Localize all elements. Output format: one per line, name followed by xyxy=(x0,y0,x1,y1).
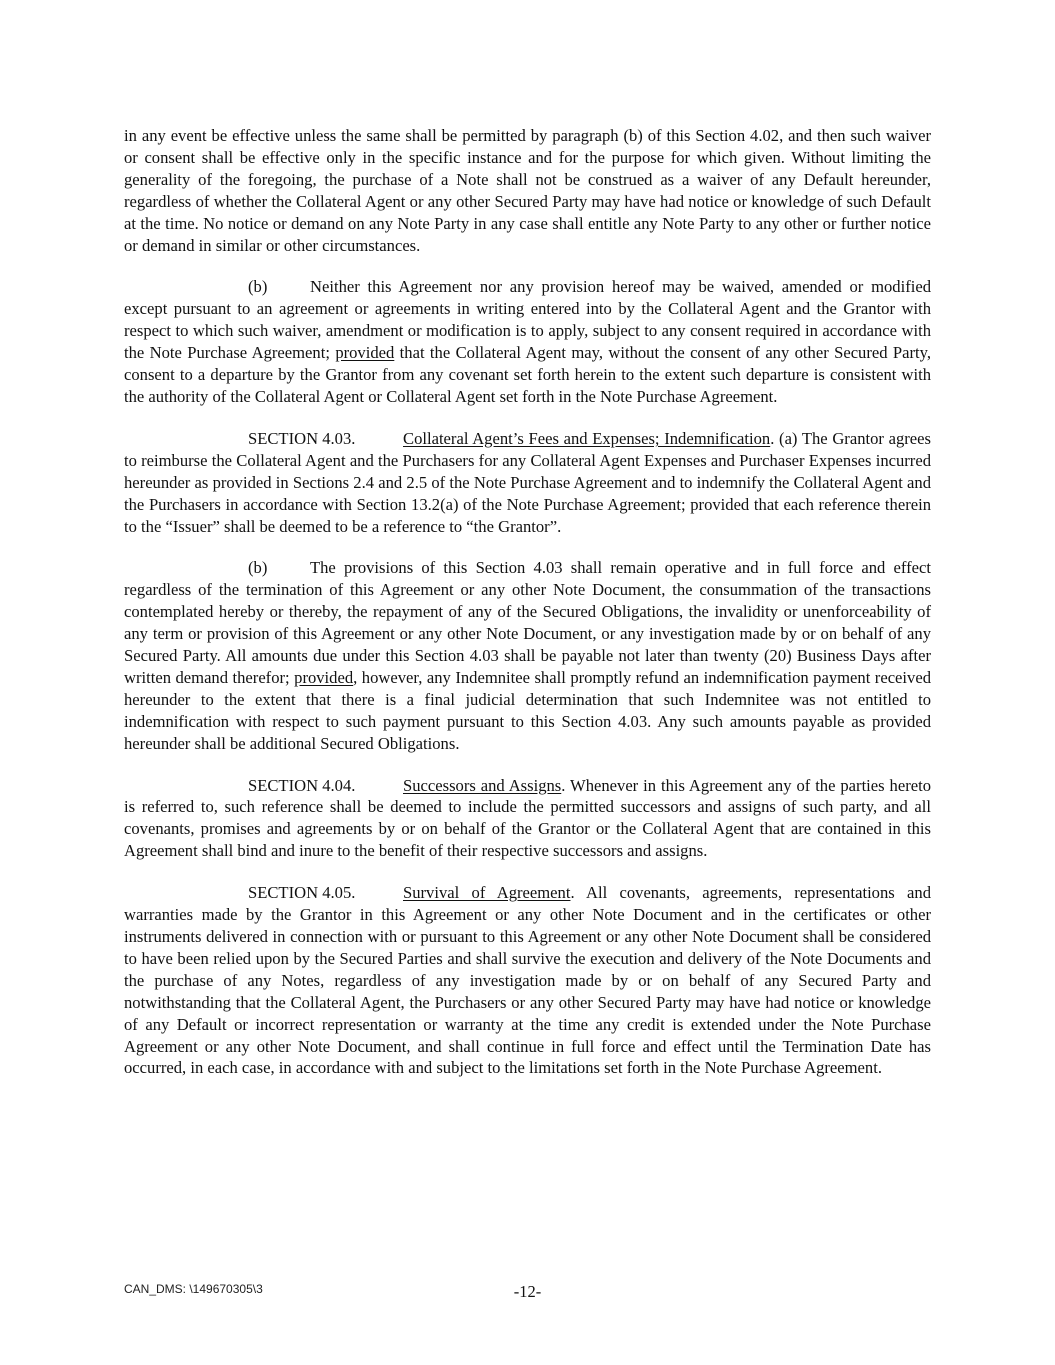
page-number: -12- xyxy=(513,1282,542,1301)
section-405 xyxy=(124,882,931,1079)
subsection-label: (b) xyxy=(248,277,268,297)
paragraph-text: , however, any Indemnitee shall promptly refund an indemnification payment received hereunder to the extent that there is a final judicial determination that such Indemnitee was not entitled to indemnification with respect to such payment pursuant to this Section 4.03. Any such amounts payable as provided hereunder shall be additional Secured Obligations. xyxy=(124,667,931,753)
provided-term: provided xyxy=(335,343,395,363)
document-body xyxy=(124,125,931,1099)
section-404 xyxy=(124,775,931,863)
section-heading: Successors and Assigns xyxy=(403,775,562,795)
section-heading: Collateral Agent’s Fees and Expenses; Indemnification xyxy=(403,428,771,448)
subsection-label: (b) xyxy=(248,558,268,578)
paragraph-text: Neither this Agreement nor any provision hereof may be waived, amended or modified except pursuant to an agreement or agreements in writing entered into by the Collateral Agent and the Grantor with respect to which such waiver, amendment or modification is to apply, subject to any consent required in accordance with the Note Purchase Agreement; xyxy=(124,277,931,363)
provided-term: provided xyxy=(294,667,354,687)
section-heading: Survival of Agreement xyxy=(403,883,571,903)
paragraph-text: The provisions of this Section 4.03 shall remain operative and in full force and effect regardless of the termination of this Agreement or any other Note Document, the consummation of the transactions contemplated hereby or thereby, the repayment of any of the Secured Obligations, the invalidity or unenforceability of any term or provision of this Agreement or any other Note Document, or any investigation made by or on behalf of any Secured Party. All amounts due under this Section 4.03 shall be payable not later than twenty (20) Business Days after written demand therefor; xyxy=(124,558,931,687)
section-text: . (a) The Grantor agrees to reimburse the Collateral Agent and the Purchasers for any Collateral Agent Expenses and Purchaser Expenses incurred hereunder as provided in Sections 2.4 and 2.5 of the Note Purchase Agreement and to indemnify the Collateral Agent and the Purchasers in accordance with Section 13.2(a) of the Note Purchase Agreement; provided that each reference therein to the “Issuer” shall be deemed to be a reference to “the Grantor”. xyxy=(124,428,931,536)
paragraph-continuation: in any event be effective unless the same shall be permitted by paragraph (b) of this Section 4.02, and then such waiver or consent shall be effective only in the specific instance and for the purpose for which given. Without limiting the generality of the foregoing, the purchase of a Note shall not be construed as a waiver of any Default hereunder, regardless of whether the Collateral Agent or any other Secured Party may have had notice or knowledge of such Default at the time. No notice or demand on any Note Party in any case shall entitle any Note Party to any other or further notice or demand in similar or other circumstances. xyxy=(124,126,931,255)
document-id: CAN_DMS: \149670305\3 xyxy=(124,1282,263,1296)
section-number: SECTION 4.04. xyxy=(248,775,356,795)
section-text: . All covenants, agreements, representations and warranties made by the Grantor in this Agreement or any other Note Document and in the certificates or other instruments delivered in connection with or pursuant to this Agreement or any other Note Document shall be considered to have been relied upon by the Secured Parties and shall survive the execution and delivery of the Note Documents and the purchase of any Notes, regardless of any investigation made by or on behalf of any Secured Party and notwithstanding that the Collateral Agent, the Purchasers or any other Secured Party may have had notice or knowledge of any Default or incorrect representation or warranty at the time any credit is extended under the Note Purchase Agreement or any other Note Document, and shall continue in full force and effect until the Termination Date has occurred, in each case, in accordance with and subject to the limitations set forth in the Note Purchase Agreement. xyxy=(124,883,931,1078)
section-number: SECTION 4.05. xyxy=(248,883,356,903)
section-number: SECTION 4.03. xyxy=(248,428,356,448)
section-403 xyxy=(124,428,931,538)
paragraph-403b xyxy=(124,557,931,754)
paragraph-text: that the Collateral Agent may, without the consent of any other Secured Party, consent to a departure by the Grantor from any covenant set forth herein to the extent such departure is consistent with the authority of the Collateral Agent or Collateral Agent set forth in the Note Purchase Agreement. xyxy=(124,343,932,406)
paragraph-402b xyxy=(124,276,931,407)
section-text: . Whenever in this Agreement any of the parties hereto is referred to, such reference shall be deemed to include the permitted successors and assigns of such party, and all covenants, promises and agreements by or on behalf of the Grantor or the Collateral Agent that are contained in this Agreement shall bind and inure to the benefit of their respective successors and assigns. xyxy=(124,775,931,861)
